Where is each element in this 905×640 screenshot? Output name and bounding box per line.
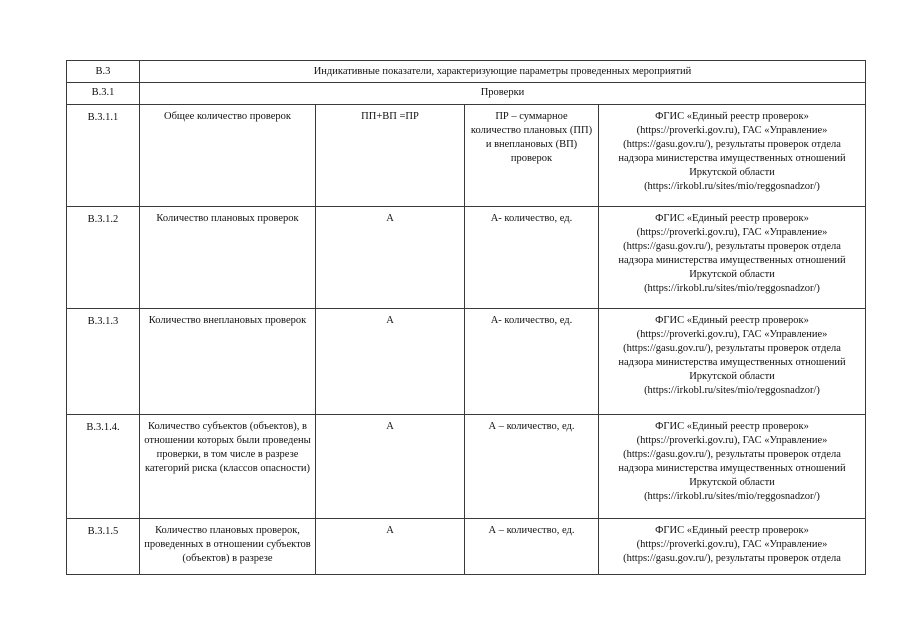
source-line: надзора министерства имущественных отношений [618, 463, 846, 474]
source-line: ФГИС «Единый реестр проверок» [655, 525, 809, 536]
source-line: (https://proverki.gov.ru), ГАС «Управление» [636, 539, 828, 550]
indicator-formula: А [316, 519, 465, 575]
source-line: (https://irkobl.ru/sites/mio/reggosnadzor/) [644, 491, 820, 502]
subsection-title: Проверки [140, 83, 866, 105]
indicator-code: В.3.1.2 [67, 207, 140, 309]
indicator-code: В.3.1.5 [67, 519, 140, 575]
indicator-code: В.3.1.3 [67, 309, 140, 415]
section-code: В.3 [67, 61, 140, 83]
source-line: надзора министерства имущественных отношений [618, 153, 846, 164]
source-line: (https://irkobl.ru/sites/mio/reggosnadzor/) [644, 181, 820, 192]
indicator-code: В.3.1.1 [67, 105, 140, 207]
table-row [67, 519, 866, 575]
section-title: Индикативные показатели, характеризующие параметры проведенных мероприятий [140, 61, 866, 83]
source-line: (https://gasu.gov.ru/), результаты проверок отдела [623, 139, 841, 150]
table-row [67, 309, 866, 415]
indicator-name: Количество плановых проверок, проведенных в отношении субъектов (объектов) в разрезе [140, 519, 316, 575]
source-line: Иркутской области [689, 371, 775, 382]
source-line: Иркутской области [689, 269, 775, 280]
indicator-source [599, 105, 866, 207]
indicator-name: Количество плановых проверок [140, 207, 316, 309]
indicator-description: ПР – суммарное количество плановых (ПП) и внеплановых (ВП) проверок [465, 105, 599, 207]
indicator-description: А – количество, ед. [465, 415, 599, 519]
indicator-source [599, 309, 866, 415]
indicator-formula: ПП+ВП =ПР [316, 105, 465, 207]
source-line: (https://irkobl.ru/sites/mio/reggosnadzor/) [644, 283, 820, 294]
indicator-name: Количество субъектов (объектов), в отношении которых были проведены проверки, в том числе в разрезе категорий риска (классов опасности) [140, 415, 316, 519]
indicator-formula: А [316, 207, 465, 309]
source-line: надзора министерства имущественных отношений [618, 255, 846, 266]
source-line: (https://proverki.gov.ru), ГАС «Управление» [636, 435, 828, 446]
subsection-code: В.3.1 [67, 83, 140, 105]
source-line: ФГИС «Единый реестр проверок» [655, 111, 809, 122]
source-line: (https://gasu.gov.ru/), результаты проверок отдела [623, 553, 841, 564]
source-line: (https://gasu.gov.ru/), результаты проверок отдела [623, 241, 841, 252]
indicator-source [599, 519, 866, 575]
indicator-name: Количество внеплановых проверок [140, 309, 316, 415]
table-row [67, 415, 866, 519]
source-line: (https://gasu.gov.ru/), результаты проверок отдела [623, 343, 841, 354]
indicator-source [599, 207, 866, 309]
table-row [67, 105, 866, 207]
indicator-code: В.3.1.4. [67, 415, 140, 519]
table-row [67, 207, 866, 309]
source-line: (https://proverki.gov.ru), ГАС «Управление» [636, 329, 828, 340]
indicator-description: А- количество, ед. [465, 207, 599, 309]
indicator-name: Общее количество проверок [140, 105, 316, 207]
indicator-formula: А [316, 415, 465, 519]
indicator-source [599, 415, 866, 519]
indicator-description: А- количество, ед. [465, 309, 599, 415]
source-line: ФГИС «Единый реестр проверок» [655, 421, 809, 432]
section-header-row [67, 61, 866, 83]
indicator-formula: А [316, 309, 465, 415]
indicator-description: А – количество, ед. [465, 519, 599, 575]
source-line: (https://proverki.gov.ru), ГАС «Управление» [636, 125, 828, 136]
source-line: ФГИС «Единый реестр проверок» [655, 315, 809, 326]
indicators-table [66, 60, 866, 575]
source-line: (https://proverki.gov.ru), ГАС «Управление» [636, 227, 828, 238]
source-line: (https://gasu.gov.ru/), результаты проверок отдела [623, 449, 841, 460]
subsection-header-row [67, 83, 866, 105]
source-line: надзора министерства имущественных отношений [618, 357, 846, 368]
source-line: Иркутской области [689, 167, 775, 178]
source-line: Иркутской области [689, 477, 775, 488]
source-line: (https://irkobl.ru/sites/mio/reggosnadzor/) [644, 385, 820, 396]
source-line: ФГИС «Единый реестр проверок» [655, 213, 809, 224]
